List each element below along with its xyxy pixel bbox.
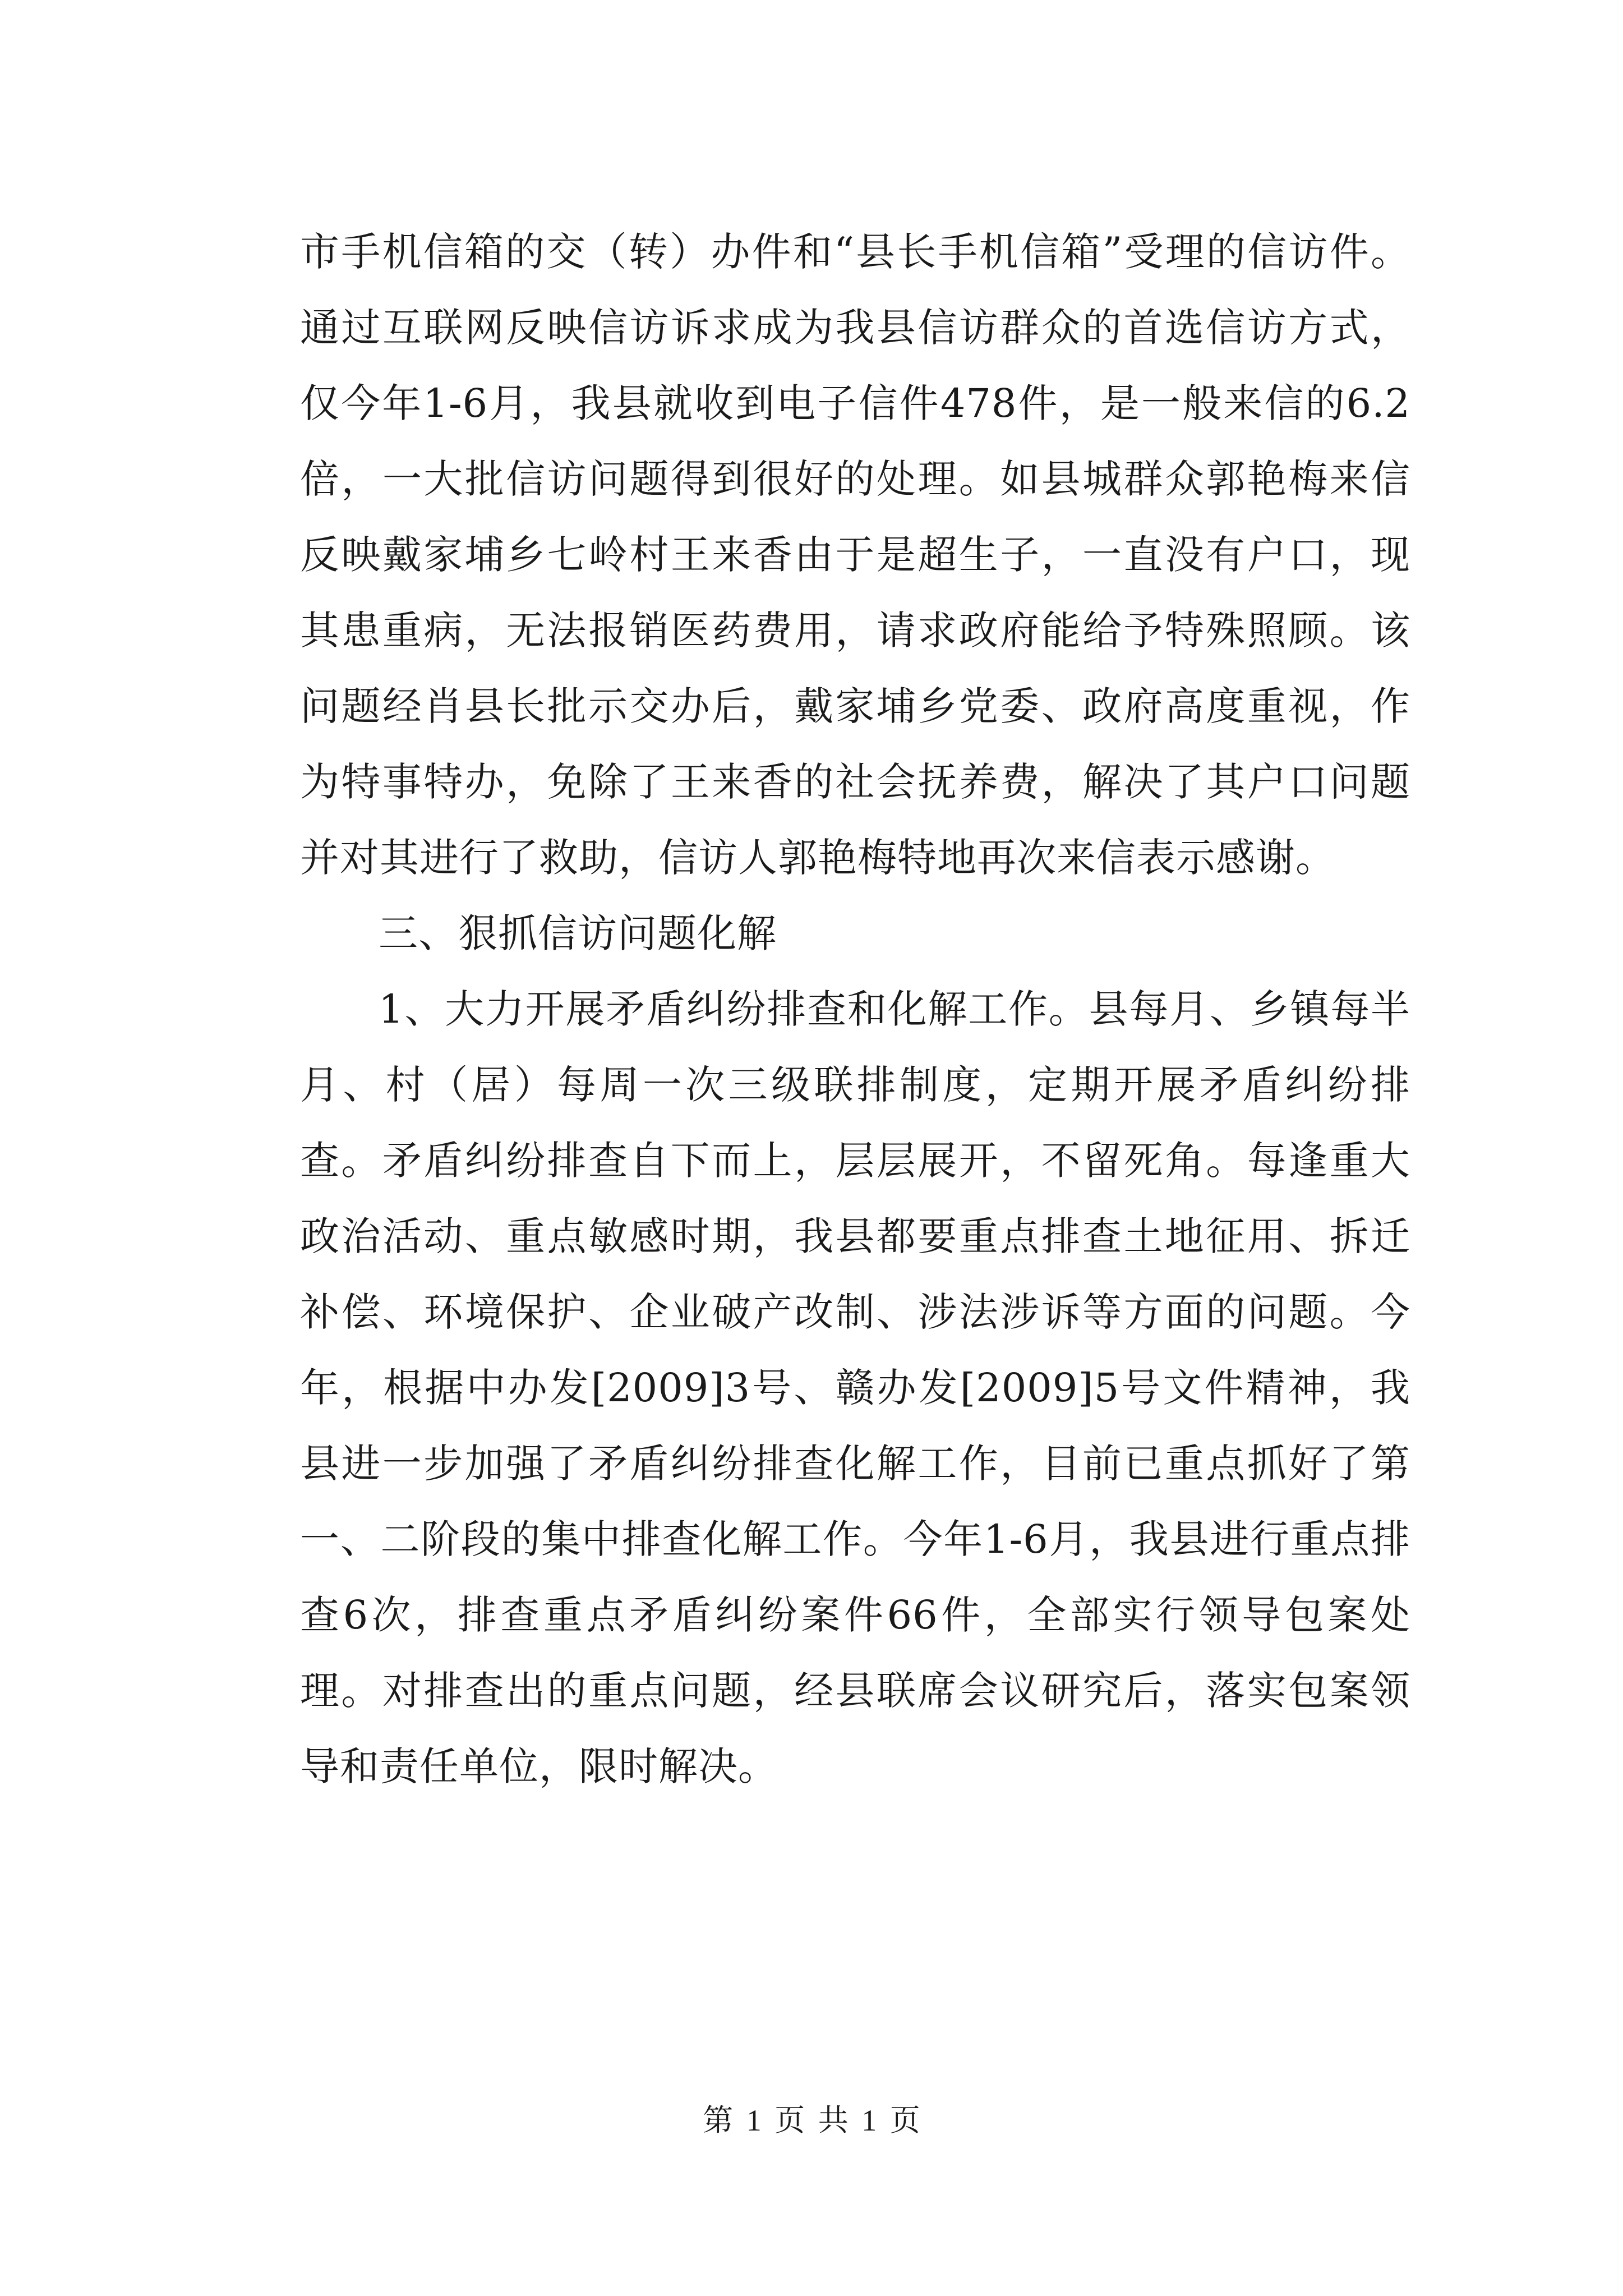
section-heading: 三、狠抓信访问题化解 [379, 910, 777, 956]
paragraph-continuation: 市手机信箱的交（转）办件和“县长手机信箱”受理的信访件。通过互联网反映信访诉求成为我县信访群众的首选信访方式，仅今年1-6月，我县就收到电子信件478件，是一般来信的6.2倍，一大批信访问题得到很好的处理。如县城群众郭艳梅来信反映戴家埔乡七岭村王来香由于是超生子，一直没有户口，现其患重病，无法报销医药费用，请求政府能给予特殊照顾。该问题经肖县长批示交办后，戴家埔乡党委、政府高度重视，作为特事特办，免除了王来香的社会抚养费，解决了其户口问题并对其进行了救助，信访人郭艳梅特地再次来信表示感谢。 [300, 229, 1410, 881]
paragraph-item-1: 1、大力开展矛盾纠纷排查和化解工作。县每月、乡镇每半月、村（居）每周一次三级联排制度，定期开展矛盾纠纷排查。矛盾纠纷排查自下而上，层层展开，不留死角。每逢重大政治活动、重点敏感时期，我县都要重点排查土地征用、拆迁补偿、环境保护、企业破产改制、涉法涉诉等方面的问题。今年，根据中办发[2009]3号、赣办发[2009]5号文件精神，我县进一步加强了矛盾纠纷排查化解工作，目前已重点抓好了第一、二阶段的集中排查化解工作。今年1-6月，我县进行重点排查6次，排查重点矛盾纠纷案件66件，全部实行领导包案处理。对排查出的重点问题，经县联席会议研究后，落实包案领导和责任单位，限时解决。 [300, 986, 1410, 1789]
document-body [300, 214, 1410, 1805]
page-footer: 第 1 页 共 1 页 [703, 2104, 920, 2137]
